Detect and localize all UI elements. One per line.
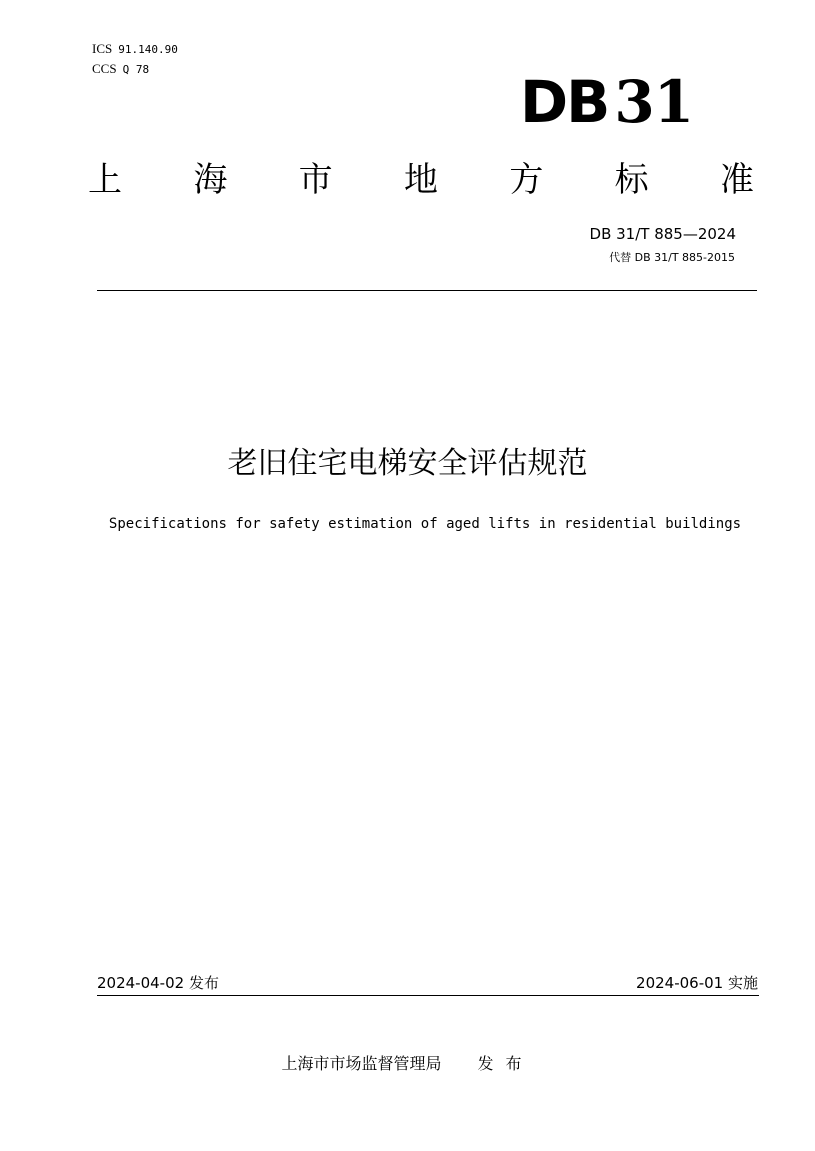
document-title-chinese: 老旧住宅电梯安全评估规范 [227, 446, 588, 481]
logo-prefix: DB [520, 68, 609, 136]
standard-type-char: 市 [298, 159, 333, 200]
logo-number: 31 [614, 68, 694, 136]
standard-type-char: 准 [719, 159, 754, 200]
ics-value: 91.140.90 [118, 43, 178, 56]
implementation-date: 2024-06-01 实施 [636, 974, 758, 992]
header-divider [97, 290, 757, 291]
ccs-value: Q 78 [122, 63, 150, 76]
ics-label: ICS [92, 41, 113, 56]
publisher-action: 发布 [477, 1054, 534, 1073]
ics-code [92, 40, 178, 59]
footer-divider [97, 995, 759, 996]
standard-type-heading [88, 152, 754, 200]
issue-date: 2024-04-02 发布 [97, 974, 219, 992]
standard-type-char: 地 [403, 159, 438, 200]
publisher-line [0, 1052, 815, 1076]
db31-logo [520, 70, 693, 134]
standard-number: DB 31/T 885—2024 [589, 225, 736, 243]
standard-type-char: 海 [193, 159, 228, 200]
standard-type-char: 上 [88, 159, 122, 200]
publisher-name: 上海市市场监督管理局 [281, 1054, 442, 1073]
standard-type-char: 标 [614, 159, 649, 200]
standard-type-char: 方 [509, 159, 544, 200]
document-title-english: Specifications for safety estimation of aged lifts in residential buildings [108, 516, 742, 532]
replaces-standard: 代替 DB 31/T 885-2015 [609, 251, 735, 264]
ccs-code [92, 60, 149, 79]
ccs-label: CCS [92, 61, 117, 76]
